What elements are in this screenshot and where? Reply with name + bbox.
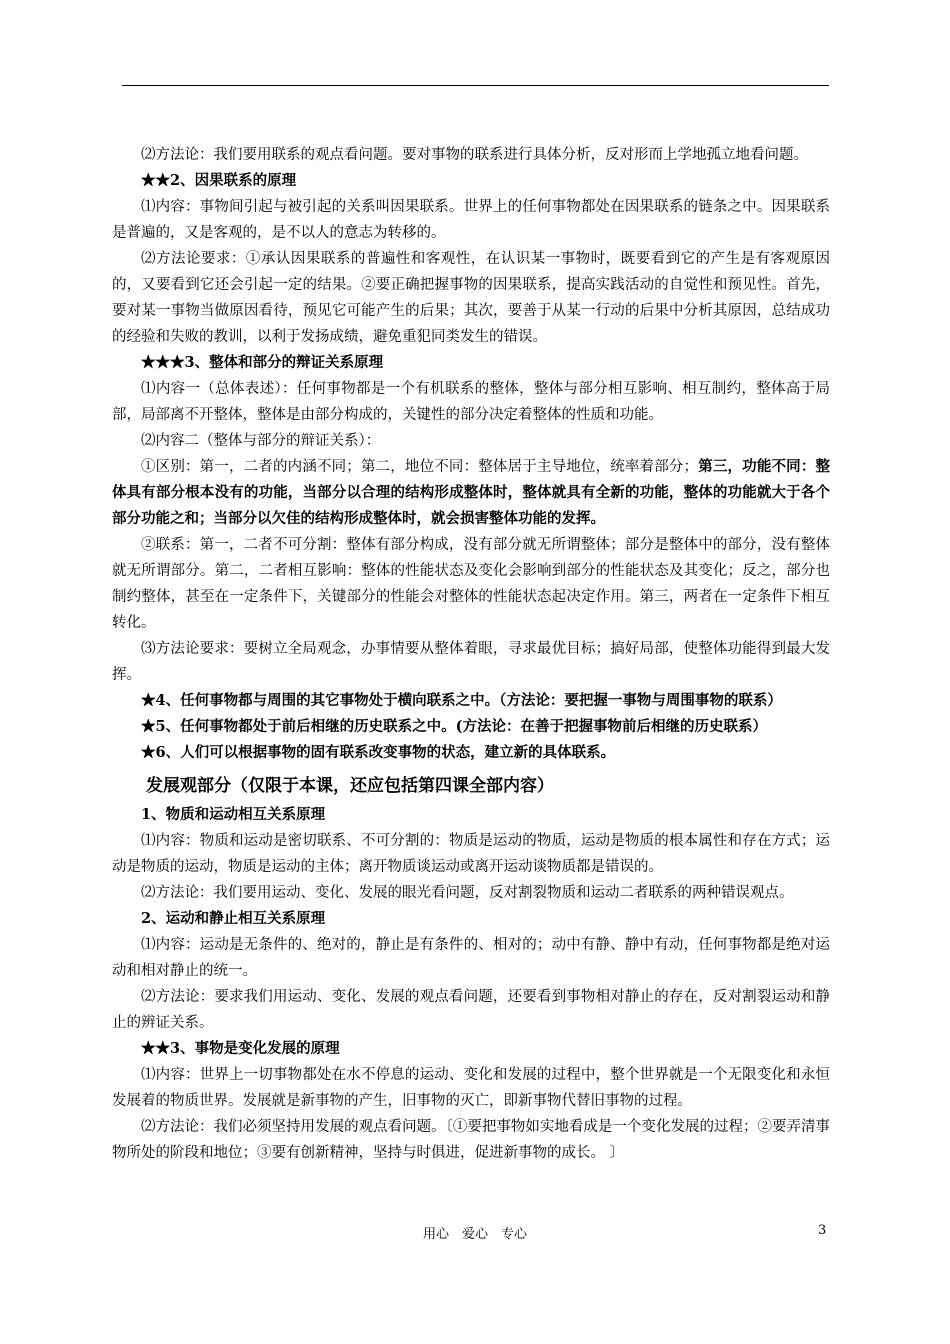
header-rule [122,85,829,86]
heading: ★★★3、整体和部分的辩证关系原理 [141,354,384,371]
section-title: 发展观部分（仅限于本课，还应包括第四课全部内容） [146,776,554,796]
paragraph: ⑴内容：世界上一切事物都处在水不停息的运动、变化和发展的过程中，整个世界就是一个无限变化和永恒发展着的物质世界。发展就是新事物的产生，旧事物的灭亡，即新事物代替旧事物的过程。 [112,1067,830,1109]
paragraph [112,454,830,532]
paragraph: ②联系：第一，二者不可分割：整体有部分构成，没有部分就无所谓整体；部分是整体中的部分，没有整体就无所谓部分。第二，二者相互影响：整体的性能状态及变化会影响到部分的性能状态及其变化；反之，部分也制约整体，甚至在一定条件下，关键部分的性能会对整体的性能状态起决定作用。第三，两者在一定条件下相互转化。 [112,537,830,631]
bold-text: 第三，功能不同：整体具有部分根本没有的功能，当部分以合理的结构形成整体时，整体就具有全新的功能，整体的功能就大于各个部分功能之和；当部分以欠佳的结构形成整体时，就会损害整体功能的发挥。 [112,458,830,527]
paragraph: ⑵方法论要求：①承认因果联系的普遍性和客观性，在认识某一事物时，既要看到它的产生是有客观原因的，又要看到它还会引起一定的结果。②要正确把握事物的因果联系，提高实践活动的自觉性和预见性。首先，要对某一事物当做原因看待，预见它可能产生的后果；其次，要善于从某一行动的后果中分析其原因，总结成功的经验和失败的教训，以利于发扬成绩，避免重犯同类发生的错误。 [112,251,830,345]
page-content [112,142,830,1166]
paragraph: ⑴内容一（总体表述）：任何事物都是一个有机联系的整体，整体与部分相互影响、相互制约，整体高于局部，局部离不开整体，整体是由部分构成的，关键性的部分决定着整体的性质和功能。 [112,381,830,423]
paragraph: ⑴内容：物质和运动是密切联系、不可分割的：物质是运动的物质，运动是物质的根本属性和存在方式；运动是物质的运动，物质是运动的主体；离开物质谈运动或离开运动谈物质都是错误的。 [112,833,830,875]
paragraph: ⑵方法论：要求我们用运动、变化、发展的观点看问题，还要看到事物相对静止的存在，反对割裂运动和静止的辨证关系。 [112,989,830,1031]
footer-slogan: 用心 爱心 专心 [422,1227,527,1242]
paragraph: ⑶方法论要求：要树立全局观念，办事情要从整体着眼，寻求最优目标；搞好局部，使整体功能得到最大发挥。 [112,641,830,683]
heading: 2、运动和静止相互关系原理 [141,910,326,927]
page-number: 3 [818,1223,827,1238]
heading: ★★3、事物是变化发展的原理 [141,1040,340,1057]
heading: ★★2、因果联系的原理 [141,172,297,189]
paragraph: ⑵内容二（整体与部分的辩证关系）： [141,433,381,449]
heading: ★5、任何事物都处于前后相继的历史联系之中。(方法论：在善于把握事物前后相继的历史联系） [141,718,767,735]
heading: ★6、人们可以根据事物的固有联系改变事物的状态，建立新的具体联系。 [141,744,616,761]
heading: 1、物质和运动相互关系原理 [141,806,326,823]
paragraph: ⑵方法论：我们要用运动、变化、发展的眼光看问题，反对割裂物质和运动二者联系的两种错误观点。 [141,885,794,901]
heading: ★4、任何事物都与周围的其它事物处于横向联系之中。（方法论：要把握一事物与周围事物的联系） [141,692,782,709]
paragraph: ⑴内容：运动是无条件的、绝对的，静止是有条件的、相对的；动中有静、静中有动，任何事物都是绝对运动和相对静止的统一。 [112,937,830,979]
paragraph: ⑵方法论：我们必须坚持用发展的观点看问题。〔①要把事物如实地看成是一个变化发展的过程；②要弄清事物所处的阶段和地位；③要有创新精神，坚持与时俱进，促进新事物的成长。 〕 [112,1119,830,1161]
paragraph: ⑴内容：事物间引起与被引起的关系叫因果联系。世界上的任何事物都处在因果联系的链条之中。因果联系是普遍的，又是客观的，是不以人的意志为转移的。 [112,199,830,241]
text: ①区别：第一，二者的内涵不同；第二，地位不同：整体居于主导地位，统率着部分； [141,459,699,475]
paragraph: ⑵方法论：我们要用联系的观点看问题。要对事物的联系进行具体分析，反对形而上学地孤立地看问题。 [141,147,808,163]
